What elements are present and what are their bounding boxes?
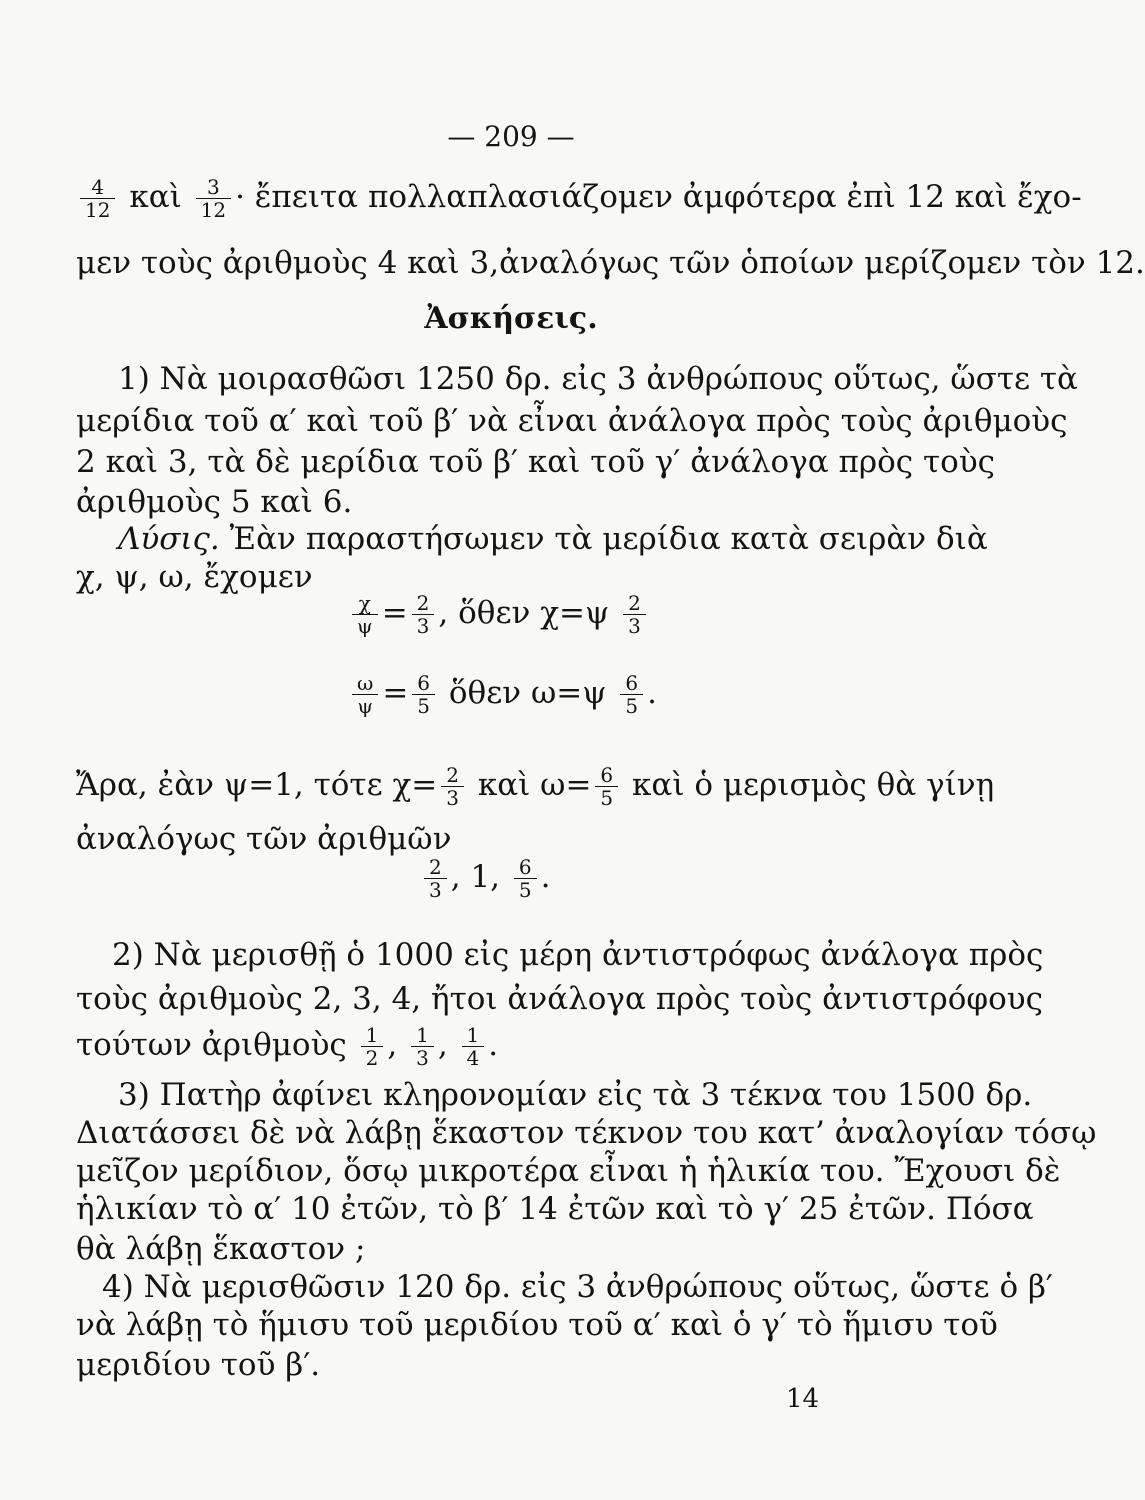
fraction: $\frac{2}{3}$ bbox=[623, 592, 646, 637]
ex1-line-6: χ, ψ, ω, ἔχομεν bbox=[76, 559, 313, 595]
fraction: $\frac{3}{12}$ bbox=[196, 176, 231, 221]
fraction: $\frac{2}{3}$ bbox=[412, 592, 435, 637]
ex4-line-1: 4) Νὰ μερισθῶσιν 120 δρ. εἰς 3 ἀνθρώπους οὕτως, ὥστε ὁ β′ bbox=[102, 1269, 1053, 1305]
fraction: $\frac{2}{3}$ bbox=[441, 764, 464, 809]
page-number: — 209 — bbox=[447, 120, 575, 153]
fraction: $\frac{6}{5}$ bbox=[620, 672, 643, 717]
solution-label: Λύσις. bbox=[118, 521, 220, 557]
ex4-line-2: νὰ λάβῃ τὸ ἥμισυ τοῦ μεριδίου τοῦ α′ καὶ ὁ γ′ τὸ ἥμισυ τοῦ bbox=[76, 1307, 998, 1343]
fraction: $\frac{\chi}{\psi}$ bbox=[352, 592, 378, 637]
fraction: $\frac{\omega}{\psi}$ bbox=[352, 672, 378, 717]
fraction: $\frac{4}{12}$ bbox=[80, 176, 115, 221]
ex1-analog-line: ἀναλόγως τῶν ἀριθμῶν bbox=[76, 821, 452, 857]
ex3-line-4: ἡλικίαν τὸ α′ 10 ἐτῶν, τὸ β′ 14 ἐτῶν καὶ τὸ γ′ 25 ἐτῶν. Πόσα bbox=[76, 1191, 1034, 1227]
fraction: $\frac{6}{5}$ bbox=[595, 764, 618, 809]
ex1-line-4: ἀριθμοὺς 5 καὶ 6. bbox=[76, 484, 353, 520]
ex2-line-1: 2) Νὰ μερισθῇ ὁ 1000 εἰς μέρη ἀντιστρόφως ἀνάλογα πρὸς bbox=[112, 937, 1044, 973]
intro-line-2: μεν τοὺς ἀριθμοὺς 4 καὶ 3,ἀναλόγως τῶν ὁποίων μερίζομεν τὸν 12. bbox=[76, 245, 1145, 281]
ex3-line-5: θὰ λάβῃ ἕκαστον ; bbox=[76, 1231, 366, 1267]
fraction: $\frac{1}{2}$ bbox=[361, 1024, 384, 1069]
ex3-line-3: μεῖζον μερίδιον, ὅσῳ μικροτέρα εἶναι ἡ ἡλικία του. Ἔχουσι δὲ bbox=[76, 1153, 1061, 1189]
result-fractions: $\frac{2}{3}$ , 1, $\frac{6}{5}$ . bbox=[420, 856, 550, 901]
fraction: $\frac{6}{5}$ bbox=[514, 856, 537, 901]
ex1-line-3: 2 καὶ 3, τὰ δὲ μερίδια τοῦ β′ καὶ τοῦ γ′ ἀνάλογα πρὸς τοὺς bbox=[76, 444, 996, 480]
ex2-line-3: τούτων ἀριθμοὺς $\frac{1}{2}$ , $\frac{1}{3}$ , $\frac{1}{4}$ . bbox=[76, 1023, 499, 1070]
ex3-line-1: 3) Πατὴρ ἀφίνει κληρονομίαν εἰς τὰ 3 τέκνα του 1500 δρ. bbox=[118, 1077, 1033, 1113]
printer-signature: 14 bbox=[786, 1384, 820, 1414]
ex1-line-5: Λύσις. Ἐὰν παραστήσωμεν τὰ μερίδια κατὰ σειρὰν διὰ bbox=[118, 521, 988, 557]
ex1-line-1: 1) Νὰ μοιρασθῶσι 1250 δρ. εἰς 3 ἀνθρώπους οὕτως, ὥστε τὰ bbox=[118, 361, 1078, 397]
fraction: $\frac{6}{5}$ bbox=[412, 672, 435, 717]
ex1-line-2: μερίδια τοῦ α′ καὶ τοῦ β′ νὰ εἶναι ἀνάλογα πρὸς τοὺς ἀριθμοὺς bbox=[76, 403, 1068, 439]
intro-line-1: $\frac{4}{12}$ καὶ $\frac{3}{12}$ · ἔπειτα πολλαπλασιάζομεν ἀμφότερα ἐπὶ 12 καὶ ἔχο- bbox=[76, 176, 946, 221]
equation-1: $\frac{\chi}{\psi}$ = $\frac{2}{3}$ , ὅθεν χ=ψ $\frac{2}{3}$ bbox=[348, 592, 650, 637]
ex2-line-2: τοὺς ἀριθμοὺς 2, 3, 4, ἤτοι ἀνάλογα πρὸς τοὺς ἀντιστρόφους bbox=[76, 981, 1043, 1017]
section-heading: Ἀσκήσεις. bbox=[424, 301, 598, 336]
ex1-ara-line: Ἄρα, ἐὰν ψ=1, τότε χ= $\frac{2}{3}$ καὶ ω= $\frac{6}{5}$ καὶ ὁ μερισμὸς θὰ γίνῃ bbox=[76, 763, 995, 810]
ex3-line-2: Διατάσσει δὲ νὰ λάβῃ ἕκαστον τέκνον του κατ’ ἀναλογίαν τόσῳ bbox=[76, 1115, 1097, 1151]
ex4-line-3: μεριδίου τοῦ β′. bbox=[76, 1347, 321, 1383]
fraction: $\frac{2}{3}$ bbox=[424, 856, 447, 901]
fraction: $\frac{1}{3}$ bbox=[411, 1024, 434, 1069]
equation-2: $\frac{\omega}{\psi}$ = $\frac{6}{5}$ ὅθεν ω=ψ $\frac{6}{5}$ . bbox=[348, 672, 657, 717]
fraction: $\frac{1}{4}$ bbox=[462, 1024, 485, 1069]
